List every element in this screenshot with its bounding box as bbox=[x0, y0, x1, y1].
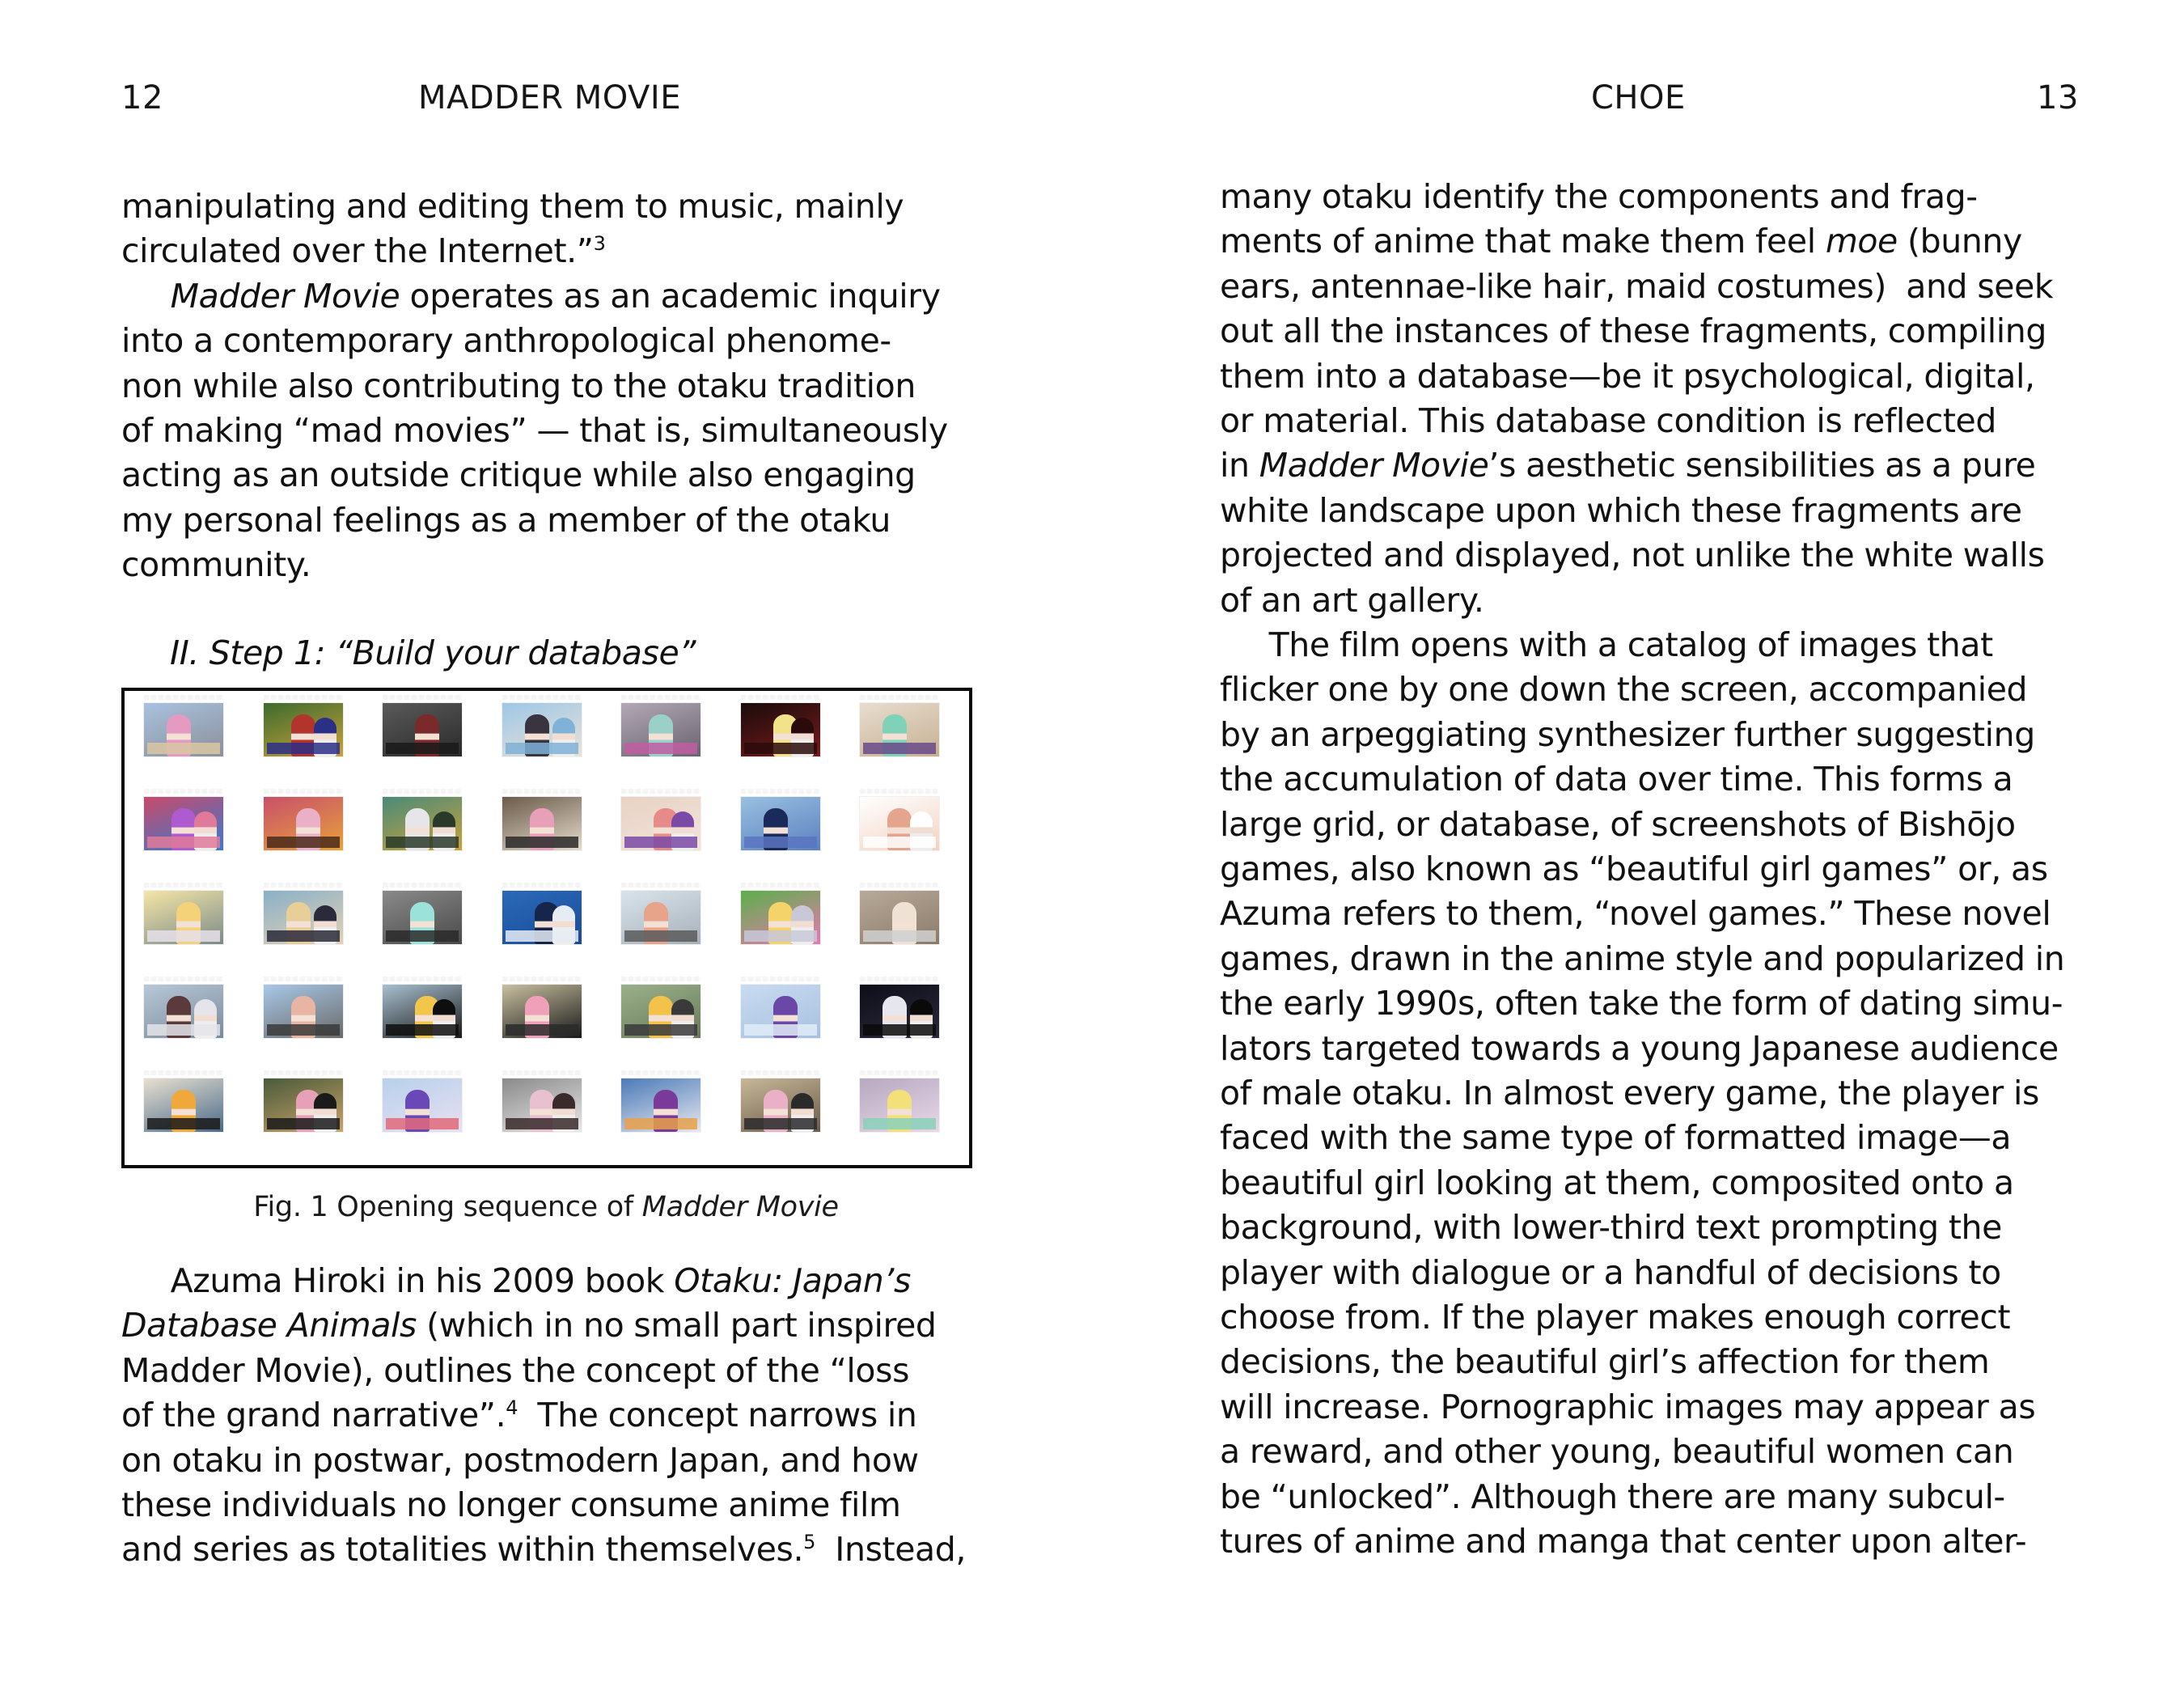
dialogue-box bbox=[506, 743, 578, 754]
game-screenshot-thumbnail bbox=[621, 1078, 700, 1132]
caption-prefix: Fig. 1 Opening sequence of bbox=[253, 1191, 642, 1223]
text-line bbox=[1220, 757, 2013, 802]
dialogue-box bbox=[386, 837, 459, 848]
thumbnail-label bbox=[860, 883, 939, 888]
text-run: or material. This database condition is reflected bbox=[1220, 401, 1996, 440]
game-screenshot-thumbnail bbox=[741, 1078, 820, 1132]
text-run: on otaku in postwar, postmodern Japan, and how bbox=[121, 1440, 919, 1480]
thumbnail-label bbox=[860, 977, 939, 981]
text-line bbox=[121, 1527, 966, 1572]
text-line bbox=[1220, 1340, 1989, 1384]
dialogue-box bbox=[267, 837, 340, 848]
thumbnail-label bbox=[741, 1070, 820, 1075]
thumbnail-label bbox=[502, 1070, 582, 1075]
thumbnail-label bbox=[383, 789, 462, 794]
dialogue-box bbox=[863, 837, 936, 848]
italic-text: Madder Movie bbox=[1259, 446, 1489, 485]
text-run: community. bbox=[121, 545, 311, 585]
text-run: will increase. Pornographic images may appear as bbox=[1220, 1387, 2036, 1426]
text-run: out all the instances of these fragments, compiling bbox=[1220, 311, 2046, 351]
text-run: faced with the same type of formatted image—a bbox=[1220, 1118, 2012, 1158]
dialogue-box bbox=[506, 1118, 578, 1129]
text-line bbox=[1220, 219, 2022, 264]
text-run: acting as an outside critique while also engaging bbox=[121, 455, 916, 495]
text-line bbox=[1220, 1430, 2013, 1474]
dialogue-box bbox=[386, 930, 459, 942]
footnote-marker: 3 bbox=[593, 232, 606, 256]
game-screenshot-thumbnail bbox=[860, 891, 939, 944]
text-line bbox=[1220, 354, 2035, 399]
text-run: and series as totalities within themselves. bbox=[121, 1530, 804, 1570]
text-run: operates as an academic inquiry bbox=[400, 276, 941, 316]
dialogue-box bbox=[744, 930, 817, 942]
thumbnail-label bbox=[621, 1070, 700, 1075]
thumbnail-label bbox=[860, 695, 939, 700]
dialogue-box bbox=[506, 1024, 578, 1036]
text-line bbox=[121, 229, 606, 273]
game-screenshot-thumbnail bbox=[383, 891, 462, 944]
text-line bbox=[121, 1259, 911, 1303]
game-screenshot-thumbnail bbox=[264, 797, 343, 850]
dialogue-box bbox=[506, 837, 578, 848]
game-screenshot-thumbnail bbox=[860, 1078, 939, 1132]
game-screenshot-thumbnail bbox=[264, 1078, 343, 1132]
text-line bbox=[1220, 937, 2064, 981]
text-run: beautiful girl looking at them, composited onto a bbox=[1220, 1163, 2014, 1202]
text-line bbox=[1220, 489, 2022, 533]
text-run: large grid, or database, of screenshots of Bishōjo bbox=[1220, 804, 2016, 844]
dialogue-box bbox=[863, 743, 936, 754]
text-run: of an art gallery. bbox=[1220, 580, 1484, 620]
text-line bbox=[1220, 1161, 2014, 1205]
thumbnail-label bbox=[144, 789, 223, 794]
game-screenshot-thumbnail bbox=[741, 891, 820, 944]
dialogue-box bbox=[744, 1118, 817, 1129]
text-run: flicker one by one down the screen, accompanied bbox=[1220, 670, 2028, 710]
thumbnail-label bbox=[621, 695, 700, 700]
running-head-author: CHOE bbox=[1591, 79, 1686, 117]
text-run: the early 1990s, often take the form of dating simu- bbox=[1220, 984, 2063, 1023]
thumbnail-label bbox=[860, 1070, 939, 1075]
italic-text: moe bbox=[1825, 222, 1898, 261]
game-screenshot-thumbnail bbox=[860, 985, 939, 1038]
dialogue-box bbox=[267, 1118, 340, 1129]
dialogue-box bbox=[386, 1118, 459, 1129]
text-line bbox=[1220, 667, 2027, 712]
text-run: Azuma refers to them, “novel games.” These novel bbox=[1220, 894, 2051, 934]
game-screenshot-thumbnail bbox=[144, 1078, 223, 1132]
text-line bbox=[1220, 981, 2063, 1026]
caption-title: Madder Movie bbox=[641, 1191, 839, 1223]
section-heading: II. Step 1: “Build your database” bbox=[170, 633, 696, 672]
text-line bbox=[1220, 1116, 2011, 1160]
game-screenshot-thumbnail bbox=[741, 703, 820, 756]
text-run: of the grand narrative”. bbox=[121, 1396, 506, 1435]
text-run: games, drawn in the anime style and popularized in bbox=[1220, 938, 2065, 978]
text-run: circulated over the Internet.” bbox=[121, 231, 594, 271]
italic-text: Madder Movie bbox=[170, 276, 400, 316]
thumbnail-label bbox=[264, 883, 343, 888]
text-run: into a contemporary anthropological phenome- bbox=[121, 321, 891, 361]
text-line bbox=[1220, 1475, 2005, 1519]
text-line bbox=[1220, 533, 2045, 578]
italic-text: Otaku: Japan’s bbox=[674, 1261, 911, 1300]
text-run: The concept narrows in bbox=[518, 1396, 917, 1435]
text-run: in bbox=[1220, 446, 1259, 485]
text-run: The film opens with a catalog of images that bbox=[1220, 625, 1993, 664]
text-line bbox=[121, 319, 891, 363]
text-run: ’s aesthetic sensibilities as a pure bbox=[1488, 446, 2036, 485]
game-screenshot-thumbnail bbox=[264, 891, 343, 944]
footnote-marker: 4 bbox=[506, 1396, 518, 1420]
text-run: of male otaku. In almost every game, the player is bbox=[1220, 1074, 2039, 1112]
thumbnail-label bbox=[264, 1070, 343, 1075]
game-screenshot-thumbnail bbox=[383, 1078, 462, 1132]
text-line bbox=[1220, 1071, 2039, 1116]
game-screenshot-thumbnail bbox=[621, 797, 700, 850]
dialogue-box bbox=[744, 837, 817, 848]
text-run: ments of anime that make them feel bbox=[1220, 222, 1826, 261]
text-run: the accumulation of data over time. This forms a bbox=[1220, 760, 2013, 799]
dialogue-box bbox=[863, 1118, 936, 1129]
game-screenshot-thumbnail bbox=[144, 797, 223, 850]
text-line bbox=[121, 498, 891, 543]
dialogue-box bbox=[147, 930, 220, 942]
game-screenshot-thumbnail bbox=[502, 985, 582, 1038]
text-run: lators targeted towards a young Japanese audience bbox=[1220, 1028, 2059, 1068]
thumbnail-label bbox=[144, 695, 223, 700]
thumbnail-label bbox=[383, 883, 462, 888]
game-screenshot-thumbnail bbox=[621, 985, 700, 1038]
thumbnail-label bbox=[502, 695, 582, 700]
dialogue-box bbox=[506, 930, 578, 942]
game-screenshot-thumbnail bbox=[383, 797, 462, 850]
text-line bbox=[121, 364, 916, 409]
text-line bbox=[1220, 892, 2051, 936]
thumbnail-label bbox=[741, 789, 820, 794]
game-screenshot-thumbnail bbox=[144, 891, 223, 944]
game-screenshot-thumbnail bbox=[621, 703, 700, 756]
text-line bbox=[121, 453, 916, 498]
thumbnail-label bbox=[144, 883, 223, 888]
figure-image-grid bbox=[121, 688, 972, 1168]
text-run: a reward, and other young, beautiful women can bbox=[1220, 1432, 2014, 1472]
dialogue-box bbox=[744, 743, 817, 754]
thumbnail-label bbox=[502, 789, 582, 794]
text-line bbox=[121, 543, 311, 587]
dialogue-box bbox=[624, 930, 697, 942]
thumbnail-label bbox=[860, 789, 939, 794]
text-run: background, with lower-third text prompting the bbox=[1220, 1208, 2002, 1248]
game-screenshot-thumbnail bbox=[621, 891, 700, 944]
thumbnail-label bbox=[383, 1070, 462, 1075]
dialogue-box bbox=[267, 743, 340, 754]
text-run: games, also known as “beautiful girl games” or, as bbox=[1220, 850, 2048, 888]
text-line bbox=[1220, 1205, 2002, 1250]
text-run: (which in no small part inspired bbox=[417, 1306, 937, 1345]
text-run: many otaku identify the components and frag- bbox=[1220, 177, 1978, 216]
thumbnail-label bbox=[264, 695, 343, 700]
text-run: Madder Movie), outlines the concept of the “loss bbox=[121, 1350, 910, 1390]
text-line bbox=[121, 1349, 909, 1393]
dialogue-box bbox=[624, 1118, 697, 1129]
thumbnail-label bbox=[264, 977, 343, 981]
text-run: them into a database—be it psychological, digital, bbox=[1220, 356, 2035, 396]
text-line bbox=[121, 274, 941, 319]
italic-text: Database Animals bbox=[121, 1306, 417, 1345]
text-run: be “unlocked”. Although there are many subcul- bbox=[1220, 1477, 2005, 1516]
text-run: non while also contributing to the otaku tradition bbox=[121, 366, 916, 405]
thumbnail-label bbox=[502, 883, 582, 888]
text-run: these individuals no longer consume anime film bbox=[121, 1485, 901, 1524]
text-run: white landscape upon which these fragments are bbox=[1220, 490, 2022, 530]
game-screenshot-thumbnail bbox=[502, 797, 582, 850]
text-line bbox=[1220, 623, 1993, 667]
dialogue-box bbox=[624, 743, 697, 754]
text-line bbox=[1220, 1385, 2035, 1430]
dialogue-box bbox=[267, 930, 340, 942]
text-run bbox=[121, 277, 171, 316]
text-line bbox=[1220, 265, 2053, 309]
text-line bbox=[121, 184, 904, 229]
text-line bbox=[1220, 1251, 2001, 1295]
dialogue-box bbox=[863, 1024, 936, 1036]
thumbnail-label bbox=[741, 883, 820, 888]
text-run: ears, antennae-like hair, maid costumes) and seek bbox=[1220, 266, 2054, 306]
text-run: (bunny bbox=[1897, 222, 2022, 261]
game-screenshot-thumbnail bbox=[502, 1078, 582, 1132]
text-run: decisions, the beautiful girl’s affection for them bbox=[1220, 1342, 1990, 1382]
dialogue-box bbox=[147, 1118, 220, 1129]
figure-caption bbox=[121, 1188, 971, 1227]
footnote-marker: 5 bbox=[803, 1531, 816, 1554]
dialogue-box bbox=[147, 837, 220, 848]
dialogue-box bbox=[624, 837, 697, 848]
text-run: player with dialogue or a handful of decisions to bbox=[1220, 1252, 2001, 1292]
thumbnail-label bbox=[383, 977, 462, 981]
text-line bbox=[1220, 1027, 2059, 1071]
text-line bbox=[121, 1483, 901, 1527]
thumbnail-label bbox=[502, 977, 582, 981]
game-screenshot-thumbnail bbox=[144, 985, 223, 1038]
game-screenshot-thumbnail bbox=[502, 891, 582, 944]
dialogue-box bbox=[744, 1024, 817, 1036]
text-line bbox=[1220, 847, 2048, 892]
text-run: manipulating and editing them to music, mainly bbox=[121, 187, 904, 226]
game-screenshot-thumbnail bbox=[860, 703, 939, 756]
text-line bbox=[1220, 1519, 2026, 1564]
text-line bbox=[1220, 175, 1978, 219]
text-line bbox=[121, 1393, 917, 1438]
text-run: choose from. If the player makes enough correct bbox=[1220, 1298, 2011, 1337]
thumbnail-label bbox=[264, 789, 343, 794]
text-run: projected and displayed, not unlike the white walls bbox=[1220, 536, 2045, 575]
text-run: tures of anime and manga that center upon alter- bbox=[1220, 1522, 2027, 1561]
thumbnail-label bbox=[741, 977, 820, 981]
game-screenshot-thumbnail bbox=[502, 703, 582, 756]
text-run: Instead, bbox=[815, 1530, 967, 1570]
thumbnail-label bbox=[621, 789, 700, 794]
dialogue-box bbox=[863, 930, 936, 942]
game-screenshot-thumbnail bbox=[383, 703, 462, 756]
dialogue-box bbox=[386, 1024, 459, 1036]
text-line bbox=[1220, 803, 2016, 847]
game-screenshot-thumbnail bbox=[264, 703, 343, 756]
game-screenshot-thumbnail bbox=[264, 985, 343, 1038]
thumbnail-label bbox=[621, 977, 700, 981]
dialogue-box bbox=[147, 1024, 220, 1036]
text-line bbox=[1220, 1295, 2010, 1340]
text-line bbox=[121, 1303, 937, 1348]
text-line bbox=[1220, 399, 1996, 443]
game-screenshot-thumbnail bbox=[741, 797, 820, 850]
text-line bbox=[121, 1438, 919, 1483]
game-screenshot-thumbnail bbox=[741, 985, 820, 1038]
text-run: by an arpeggiating synthesizer further suggesting bbox=[1220, 714, 2035, 754]
text-line bbox=[121, 409, 948, 453]
page-number-left: 12 bbox=[121, 79, 163, 117]
dialogue-box bbox=[386, 743, 459, 754]
text-line bbox=[1220, 713, 2035, 757]
text-line bbox=[1220, 309, 2046, 354]
game-screenshot-thumbnail bbox=[860, 797, 939, 850]
game-screenshot-thumbnail bbox=[144, 703, 223, 756]
dialogue-box bbox=[267, 1024, 340, 1036]
page-number-right: 13 bbox=[2037, 79, 2079, 117]
thumbnail-label bbox=[741, 695, 820, 700]
text-run: my personal feelings as a member of the otaku bbox=[121, 500, 891, 540]
thumbnail-label bbox=[144, 977, 223, 981]
dialogue-box bbox=[147, 743, 220, 754]
text-line bbox=[1220, 443, 2035, 488]
thumbnail-label bbox=[621, 883, 700, 888]
text-line bbox=[1220, 578, 1484, 623]
running-head-title: MADDER MOVIE bbox=[418, 79, 681, 117]
thumbnail-label bbox=[144, 1070, 223, 1075]
text-run: of making “mad movies” — that is, simultaneously bbox=[121, 411, 948, 450]
thumbnail-label bbox=[383, 695, 462, 700]
game-screenshot-thumbnail bbox=[383, 985, 462, 1038]
text-run: Azuma Hiroki in his 2009 book bbox=[121, 1261, 675, 1300]
dialogue-box bbox=[624, 1024, 697, 1036]
